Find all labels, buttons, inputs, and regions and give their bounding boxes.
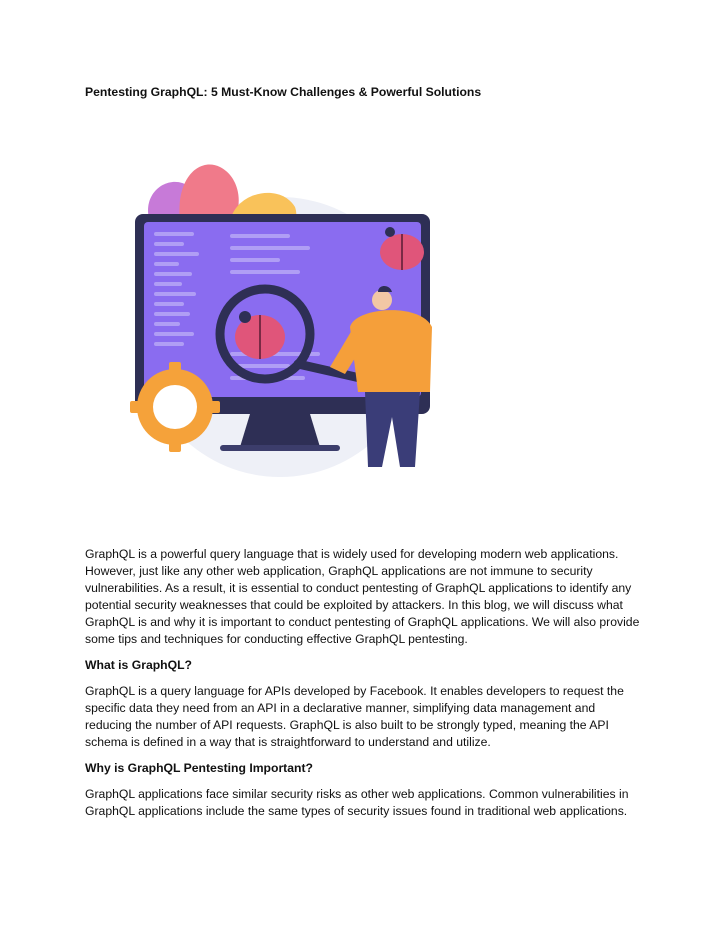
section-heading-why-pentesting: Why is GraphQL Pentesting Important?	[85, 761, 313, 775]
article-body	[85, 546, 640, 829]
section-body-why-pentesting: GraphQL applications face similar security risks as other web applications. Common vulnerabilities in GraphQL applications include the same types of security issues found in traditional web applications.	[85, 787, 629, 818]
intro-paragraph: GraphQL is a powerful query language that is widely used for developing modern web applications. However, just like any other web application, GraphQL applications are not immune to security vulnerabilities. As a result, it is essential to conduct pentesting of GraphQL applications to identify any potential security weaknesses that could be exploited by attackers. In this blog, we will discuss what GraphQL is and why it is important to conduct pentesting of GraphQL applications. We will also provide some tips and techniques for conducting effective GraphQL pentesting.	[85, 547, 640, 646]
hero-illustration	[120, 152, 460, 482]
section-heading-what-is-graphql: What is GraphQL?	[85, 658, 192, 672]
page-title: Pentesting GraphQL: 5 Must-Know Challenges & Powerful Solutions	[85, 85, 482, 99]
section-body-what-is-graphql: GraphQL is a query language for APIs developed by Facebook. It enables developers to request the specific data they need from an API in a declarative manner, simplifying data management and reducing the number of API requests. GraphQL is also built to be strongly typed, meaning the API schema is defined in a way that is straightforward to understand and utilize.	[85, 684, 624, 749]
